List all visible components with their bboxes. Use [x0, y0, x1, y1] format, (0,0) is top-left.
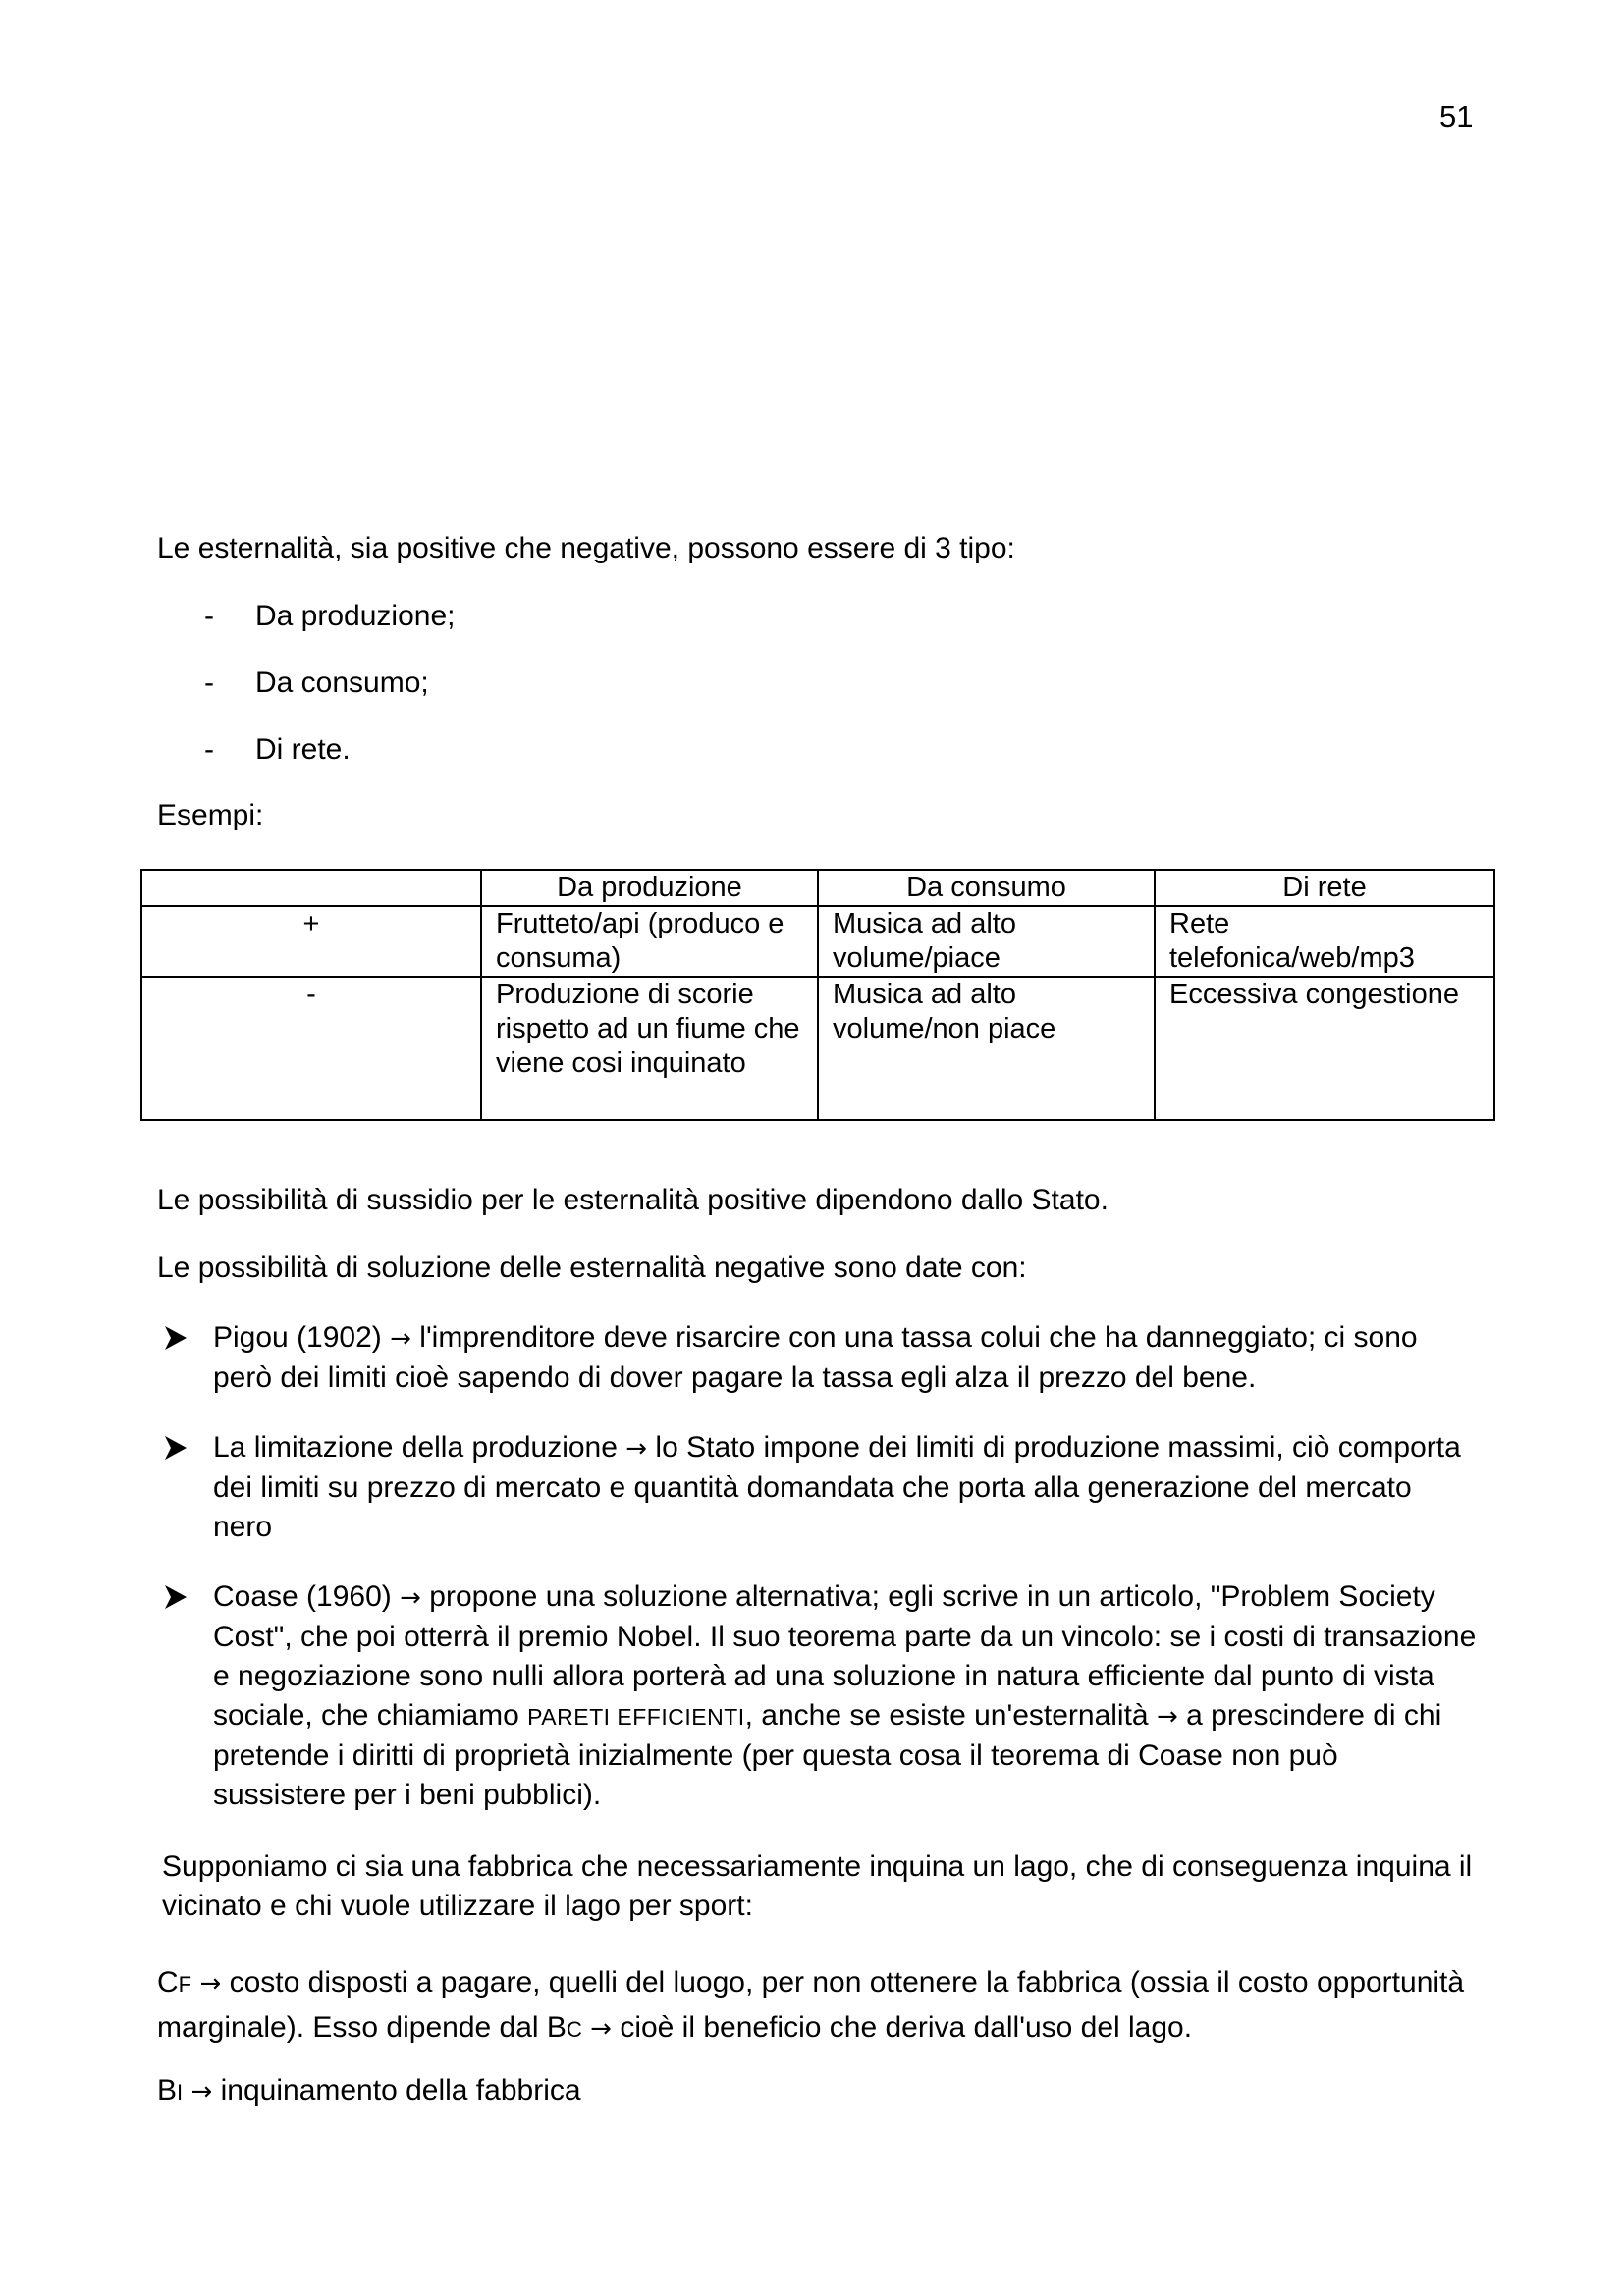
- bi-text: inquinamento della fabbrica: [220, 2074, 581, 2107]
- bullet-head: Pigou (1902): [213, 1321, 382, 1354]
- bc-text: cioè il beneficio che deriva dall'uso del lago.: [620, 2011, 1193, 2044]
- header-cell-empty: [141, 870, 481, 906]
- pareto-term: PARETI EFFICIENTI: [527, 1704, 745, 1730]
- bullet-head: La limitazione della produzione: [213, 1431, 618, 1464]
- bc-symbol: B: [546, 2011, 567, 2044]
- bullet-text: [213, 1318, 1478, 1398]
- cell-consumption: Musica ad alto volume/piace: [818, 906, 1155, 977]
- cf-text: costo disposti a pagare, quelli del luogo, per non ottenere la fabbrica (ossia il costo opportunità marginale). Esso dipende dal: [157, 1966, 1465, 2044]
- arrowhead-bullet-icon: [162, 1318, 189, 1358]
- bullet-head: Coase (1960): [213, 1580, 392, 1613]
- solutions-intro: Le possibilità di soluzione delle esternalità negative sono date con:: [157, 1252, 1027, 1284]
- intro-paragraph: Le esternalità, sia positive che negative, possono essere di 3 tipo:: [157, 532, 1015, 564]
- cf-paragraph: [157, 1961, 1483, 2052]
- externalities-table: [140, 869, 1495, 1121]
- cell-network: Rete telefonica/web/mp3: [1155, 906, 1494, 977]
- bullet-body: lo Stato impone dei limiti di produzione massimi, ciò comporta dei limiti su prezzo di mercato e quantità domandata che porta alla generazione del mercato nero: [213, 1431, 1461, 1543]
- arrow-icon: →: [190, 2077, 213, 2107]
- page-number: 51: [1439, 99, 1474, 133]
- arrow-icon: →: [400, 1583, 421, 1613]
- arrow-icon: →: [390, 1324, 411, 1354]
- cell-consumption: Musica ad alto volume/non piace: [818, 977, 1155, 1120]
- table-row: [141, 977, 1494, 1120]
- arrow-icon: →: [625, 1434, 648, 1464]
- cf-symbol: C: [157, 1966, 179, 1999]
- cell-production: Produzione di scorie rispetto ad un fiume che viene cosi inquinato: [481, 977, 818, 1120]
- arrow-icon: →: [1156, 1702, 1178, 1732]
- bi-symbol: B: [157, 2074, 178, 2107]
- bi-paragraph: [157, 2071, 1483, 2111]
- table-header-row: [141, 870, 1494, 906]
- dash-marker: -: [204, 600, 214, 632]
- bullet-text: [213, 1577, 1478, 1815]
- header-cell-production: Da produzione: [481, 870, 818, 906]
- table-row: [141, 906, 1494, 977]
- factory-paragraph: Supponiamo ci sia una fabbrica che necessariamente inquina un lago, che di conseguenza inquina il vicinato e chi vuole utilizzare il lago per sport:: [162, 1850, 1473, 1922]
- cell-production: Frutteto/api (produco e consuma): [481, 906, 818, 977]
- list-item: [204, 730, 351, 771]
- list-item-label: Di rete.: [255, 733, 351, 766]
- list-item-label: Da consumo;: [255, 667, 429, 699]
- list-item-coase: [162, 1577, 1478, 1815]
- subsidy-paragraph: Le possibilità di sussidio per le esternalità positive dipendono dallo Stato.: [157, 1184, 1109, 1216]
- arrow-icon: →: [590, 2014, 612, 2044]
- list-item-limitation: [162, 1428, 1478, 1547]
- row-sign-negative: -: [141, 977, 481, 1120]
- cell-network: Eccessiva congestione: [1155, 977, 1494, 1120]
- cf-subscript: F: [178, 1972, 192, 1997]
- header-cell-network: Di rete: [1155, 870, 1494, 906]
- bullet-text: [213, 1428, 1478, 1547]
- list-item-label: Da produzione;: [255, 600, 456, 632]
- list-item: [204, 597, 455, 637]
- bullet-body: a prescindere di chi pretende i diritti di proprietà inizialmente (per questa cosa il teorema di Coase non può sussistere per i beni pubblici).: [213, 1699, 1442, 1811]
- bullet-body: , anche se esiste un'esternalità: [744, 1699, 1149, 1732]
- dash-marker: -: [204, 667, 214, 699]
- arrowhead-bullet-icon: [162, 1428, 189, 1468]
- row-sign-positive: +: [141, 906, 481, 977]
- list-item-pigou: [162, 1318, 1478, 1398]
- arrowhead-bullet-icon: [162, 1577, 189, 1617]
- dash-marker: -: [204, 733, 214, 766]
- header-cell-consumption: Da consumo: [818, 870, 1155, 906]
- bullet-body: propone una soluzione alternativa; egli scrive in un articolo, "Problem Society Cost", che poi otterrà il premio Nobel. Il suo teorema parte da un vincolo: se i costi di transazione e negoziazione sono nulli allora porterà ad una soluzione in natura efficiente dal punto di vista sociale, che chiamiamo: [213, 1580, 1477, 1732]
- examples-label: Esempi:: [157, 799, 264, 831]
- bc-subscript: C: [566, 2017, 582, 2042]
- bi-subscript: I: [177, 2080, 184, 2105]
- bullet-body: l'imprenditore deve risarcire con una tassa colui che ha danneggiato; ci sono però dei limiti cioè sapendo di dover pagare la tassa egli alza il prezzo del bene.: [213, 1321, 1418, 1394]
- list-item: [204, 664, 429, 704]
- arrow-icon: →: [199, 1969, 222, 1999]
